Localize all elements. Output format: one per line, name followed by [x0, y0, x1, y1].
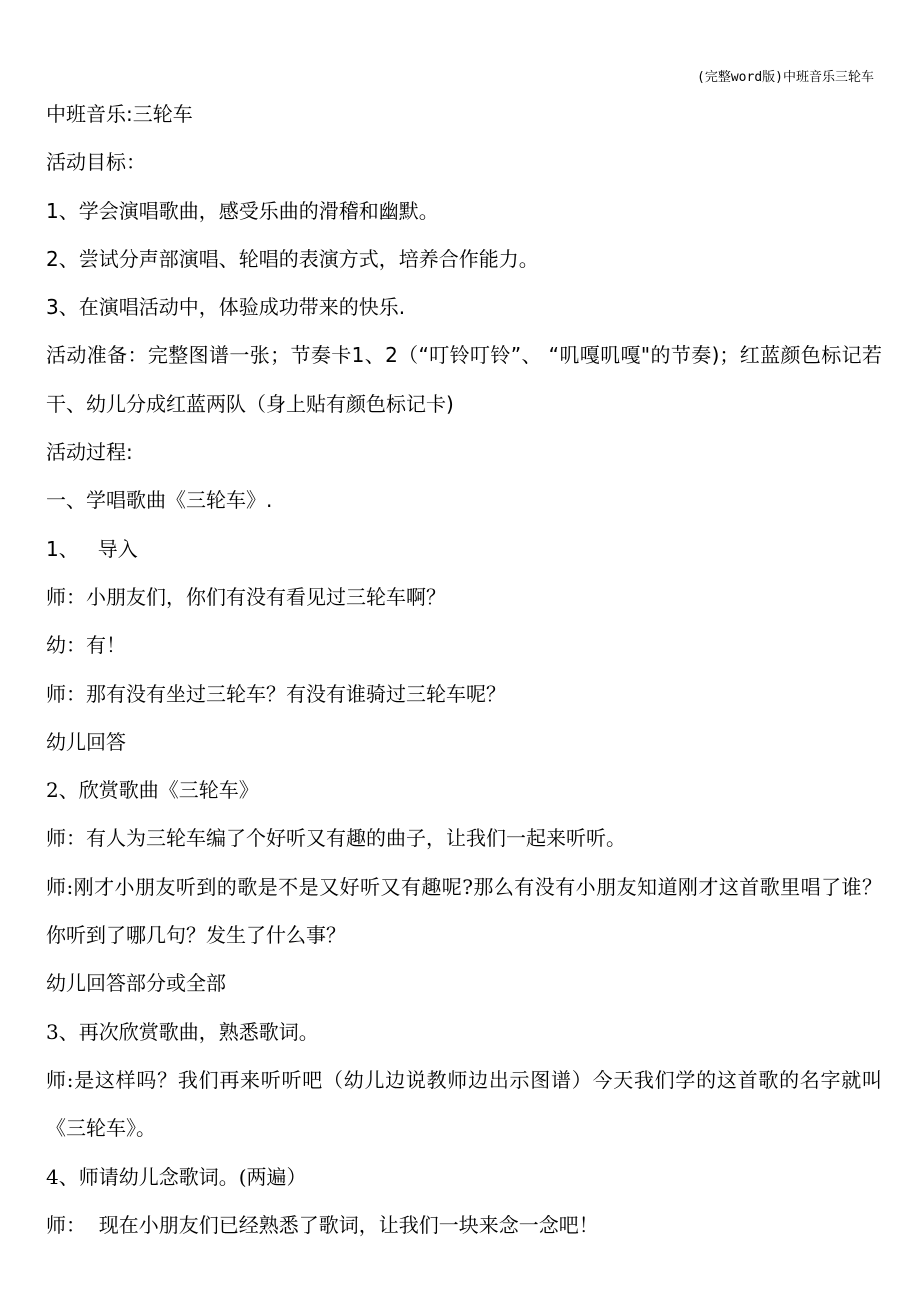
section-heading-process: 活动过程: — [46, 440, 133, 465]
dialogue-line: 师：那有没有坐过三轮车？有没有谁骑过三轮车呢？ — [46, 681, 506, 706]
substep-heading: 4、师请幼儿念歌词。(两遍） — [46, 1164, 307, 1189]
document-body — [46, 90, 882, 1249]
section-heading-goals: 活动目标： — [46, 150, 146, 175]
dialogue-line: 师:刚才小朋友听到的歌是不是又好听又有趣呢?那么有没有小朋友知道刚才这首歌里唱了谁？你听到了哪几句？发生了什么事？ — [46, 874, 882, 948]
dialogue-line: 幼：有！ — [46, 633, 126, 658]
substep-heading: 2、欣赏歌曲《三轮车》 — [46, 778, 259, 803]
substep-heading: 3、再次欣赏歌曲，熟悉歌词。 — [46, 1019, 319, 1044]
goal-item: 3、在演唱活动中，体验成功带来的快乐. — [46, 295, 406, 320]
dialogue-line: 幼儿回答部分或全部 — [46, 971, 226, 996]
dialogue-line: 师：有人为三轮车编了个好听又有趣的曲子，让我们一起来听听。 — [46, 826, 626, 851]
dialogue-line: 师：小朋友们，你们有没有看见过三轮车啊？ — [46, 584, 446, 609]
dialogue-line: 师： 现在小朋友们已经熟悉了歌词，让我们一块来念一念吧！ — [46, 1212, 599, 1237]
substep-heading: 1、 导入 — [46, 536, 138, 561]
dialogue-line: 师:是这样吗？我们再来听听吧（幼儿边说教师边出示图谱）今天我们学的这首歌的名字就叫《三轮车》。 — [46, 1067, 882, 1141]
process-step-heading: 一、学唱歌曲《三轮车》. — [46, 488, 273, 513]
goal-item: 1、学会演唱歌曲，感受乐曲的滑稽和幽默。 — [46, 198, 439, 223]
goal-item: 2、尝试分声部演唱、轮唱的表演方式，培养合作能力。 — [46, 246, 539, 271]
document-title: 中班音乐:三轮车 — [46, 102, 193, 126]
page-header: (完整word版)中班音乐三轮车 — [697, 70, 874, 85]
preparation-paragraph: 活动准备：完整图谱一张；节奏卡1、2（“叮铃叮铃”、 “叽嘎叽嘎"的节奏)；红蓝颜色标记若干、幼儿分成红蓝两队（身上贴有颜色标记卡) — [46, 343, 882, 416]
dialogue-line: 幼儿回答 — [46, 729, 126, 754]
